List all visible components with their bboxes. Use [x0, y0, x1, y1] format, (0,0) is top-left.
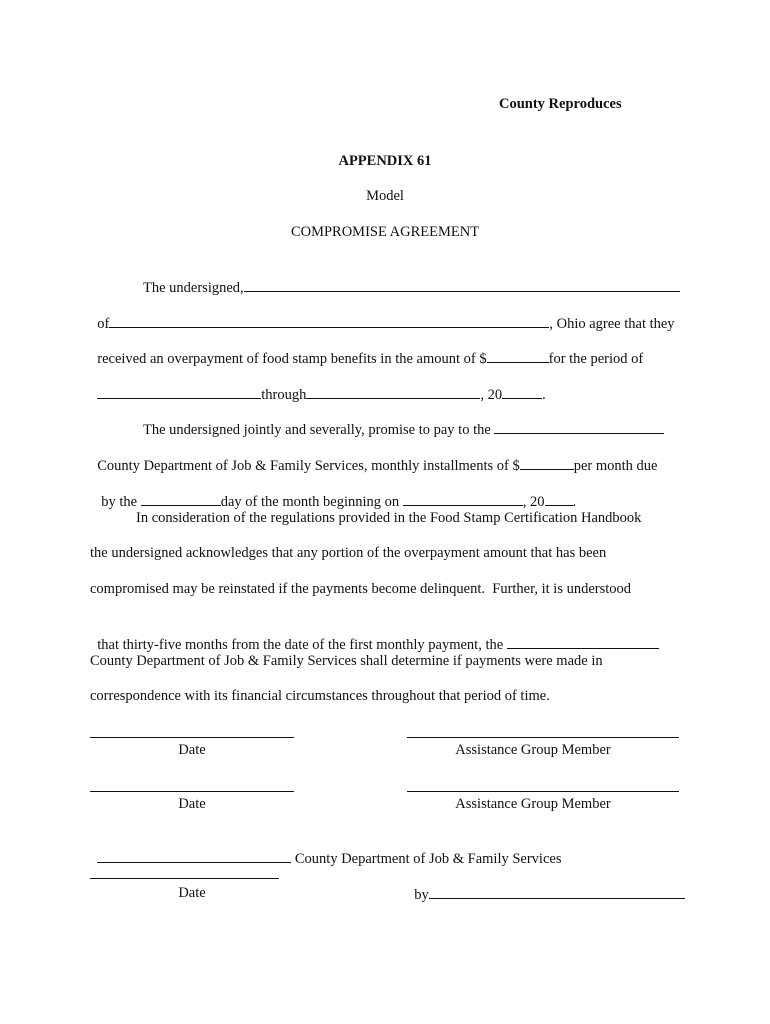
installment-amount-blank[interactable]: [520, 455, 574, 470]
per-month-label: per month due: [573, 458, 658, 474]
installments-label: County Department of Job & Family Services, monthly installments of $: [97, 458, 520, 474]
period-end-blank[interactable]: [306, 384, 480, 399]
member-1-label: Assistance Group Member: [455, 742, 611, 758]
due-day-blank[interactable]: [141, 491, 221, 506]
county-signature-blank[interactable]: [429, 884, 685, 899]
determining-county-blank[interactable]: [507, 634, 659, 649]
start-date-blank[interactable]: [403, 491, 523, 506]
member-2-label: Assistance Group Member: [455, 796, 611, 812]
line-4-period: .: [542, 387, 546, 403]
agreement-line-7: [94, 473, 576, 511]
through-label: through: [261, 387, 307, 403]
by-line: [407, 866, 685, 904]
county-department-line: [90, 830, 561, 868]
address-blank[interactable]: [109, 313, 549, 328]
paragraph-2-line-3: compromised may be reinstated if the payments become delinquent. Further, it is understood: [90, 581, 632, 597]
ohio-agree-label: , Ohio agree that they: [549, 316, 675, 332]
county-reproduces-label: County Reproduces: [499, 96, 622, 112]
agreement-line-3: [90, 330, 643, 368]
page-title: COMPROMISE AGREEMENT: [290, 224, 480, 240]
agreement-line-6: [90, 437, 657, 475]
undersigned-name-blank[interactable]: [244, 277, 680, 292]
paragraph-2-line-2: the undersigned acknowledges that any portion of the overpayment amount that has been: [90, 545, 607, 561]
date-3-label: Date: [178, 885, 206, 901]
payee-county-blank[interactable]: [494, 419, 664, 434]
date-3-signature-line[interactable]: [90, 878, 279, 879]
paragraph-2-line-1: In consideration of the regulations provided in the Food Stamp Certification Handbook: [136, 510, 642, 526]
county-department-label: County Department of Job & Family Services: [291, 851, 562, 867]
agreement-line-1: [136, 259, 680, 297]
line-7-period: .: [572, 494, 577, 510]
thirty-five-months-label: that thirty-five months from the date of the first monthly payment, the: [97, 637, 507, 653]
year-label: , 20: [480, 387, 503, 403]
date-1-signature-line[interactable]: [90, 737, 294, 738]
period-label: for the period of: [548, 351, 644, 367]
promise-to-pay-label: The undersigned jointly and severally, promise to pay to the: [143, 422, 495, 438]
date-2-label: Date: [178, 796, 206, 812]
start-year-label: , 20: [522, 494, 545, 510]
county-name-blank[interactable]: [97, 848, 291, 863]
by-label: by: [414, 887, 429, 903]
beginning-on-label: day of the month beginning on: [220, 494, 403, 510]
agreement-line-5: [136, 401, 664, 439]
paragraph-2-line-6: correspondence with its financial circumstances throughout that period of time.: [90, 688, 550, 704]
overpayment-label: received an overpayment of food stamp benefits in the amount of $: [97, 351, 487, 367]
paragraph-2-line-5: County Department of Job & Family Services shall determine if payments were made in: [90, 653, 603, 669]
member-2-signature-line[interactable]: [407, 791, 679, 792]
undersigned-label: The undersigned,: [143, 280, 244, 296]
start-year-blank[interactable]: [545, 491, 573, 506]
member-1-signature-line[interactable]: [407, 737, 679, 738]
agreement-line-2: [90, 295, 675, 333]
date-2-signature-line[interactable]: [90, 791, 294, 792]
of-label: of: [97, 316, 110, 332]
overpayment-amount-blank[interactable]: [487, 348, 549, 363]
appendix-heading: APPENDIX 61: [338, 153, 432, 169]
period-start-blank[interactable]: [97, 384, 261, 399]
agreement-line-4: [90, 366, 546, 404]
model-subheading: Model: [366, 188, 404, 204]
year-blank[interactable]: [502, 384, 542, 399]
date-1-label: Date: [178, 742, 206, 758]
by-the-label: by the: [101, 494, 141, 510]
paragraph-2-line-4: [90, 616, 659, 654]
